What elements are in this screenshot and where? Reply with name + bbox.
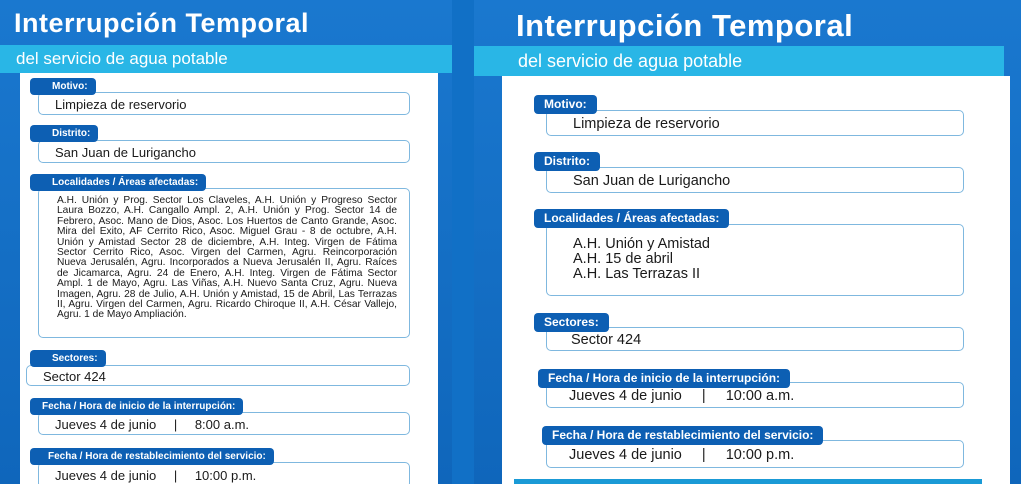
restab-label: Fecha / Hora de restablecimiento del servicio: xyxy=(542,426,823,445)
restab-hora: 10:00 p.m. xyxy=(725,447,795,463)
notice-left xyxy=(0,0,452,484)
notice-subtitle: del servicio de agua potable xyxy=(474,46,1004,76)
localidades-field xyxy=(546,224,964,296)
restab-separator: | xyxy=(701,447,706,463)
sectores-field: Sector 424 xyxy=(26,365,410,386)
sectores-label: Sectores: xyxy=(534,313,609,332)
localidades-label: Localidades / Áreas afectadas: xyxy=(30,174,206,191)
bottom-accent-line xyxy=(514,479,982,484)
inicio-label: Fecha / Hora de inicio de la interrupción: xyxy=(30,398,243,415)
inicio-field xyxy=(38,412,410,435)
inicio-label: Fecha / Hora de inicio de la interrupción: xyxy=(538,369,790,388)
notice-title: Interrupción Temporal xyxy=(14,8,310,38)
inicio-fecha: Jueves 4 de junio xyxy=(55,417,157,432)
localidades-label: Localidades / Áreas afectadas: xyxy=(534,209,729,228)
notice-title: Interrupción Temporal xyxy=(516,8,854,43)
notice-right xyxy=(474,0,1021,484)
restab-fecha: Jueves 4 de junio xyxy=(55,468,157,483)
localidades-line: A.H. Unión y Amistad xyxy=(573,236,710,252)
inicio-fecha: Jueves 4 de junio xyxy=(569,388,682,404)
sectores-field: Sector 424 xyxy=(546,327,964,351)
restab-fecha: Jueves 4 de junio xyxy=(569,447,682,463)
distrito-field: San Juan de Lurigancho xyxy=(546,167,964,193)
localidades-line: A.H. Las Terrazas II xyxy=(573,266,701,282)
inicio-hora: 10:00 a.m. xyxy=(725,388,795,404)
localidades-field: A.H. Unión y Prog. Sector Los Claveles, A.H. Unión y Progreso Sector Laura Bozzo, A.H. Cangallo Ampl. 2, A.H. Unión y Prog. Sector 14 de Febrero, Asoc. Mano de Dios, Asoc. Los Huertos de Canto Grande, Asoc. Mira del Exito, AF Cerrito Rico, Asoc. Miguel Grau - 8 de octubre, A.H. Unión y Amistad Sector 28 de diciembre, A.H. Integ. Virgen de Fátima Sector Cerrito Rico, Asoc. Virgen del Carmen, Agru. Reincorporación Nueva Jerusalén, Agru. Incorporados a Nueva Jerusalén II, Agru. Raíces de Jicamarca, Agru. 24 de Enero, A.H. Integ. Virgen de Fátima Sector Ampl. 1 de Mayo, Agru. Las Viñas, A.H. Nuevo Santa Cruz, Agru. Nueva Imagen, Agru. 28 de Julio, A.H. Unión y Amistad, 15 de Abril, Las Terrazas II, Agru. Virgen del Carmen, Agru. Ricardo Chiroque II, A.H. César Vallejo, Agru. 1 de Mayo Ampliación. xyxy=(38,188,410,338)
inicio-separator: | xyxy=(701,388,706,404)
notice-sheet xyxy=(502,76,1010,484)
motivo-label: Motivo: xyxy=(30,78,96,95)
notice-sheet xyxy=(20,73,438,484)
restab-field xyxy=(38,462,410,484)
restab-label: Fecha / Hora de restablecimiento del servicio: xyxy=(30,448,274,465)
distrito-label: Distrito: xyxy=(30,125,98,142)
motivo-field: Limpieza de reservorio xyxy=(38,92,410,115)
inicio-separator: | xyxy=(173,417,178,432)
motivo-label: Motivo: xyxy=(534,95,597,114)
distrito-label: Distrito: xyxy=(534,152,600,171)
sectores-label: Sectores: xyxy=(30,350,106,367)
localidades-line: A.H. 15 de abril xyxy=(573,251,673,267)
inicio-hora: 8:00 a.m. xyxy=(194,417,250,432)
motivo-field: Limpieza de reservorio xyxy=(546,110,964,136)
notice-subtitle: del servicio de agua potable xyxy=(0,45,452,73)
restab-separator: | xyxy=(173,468,178,483)
restab-hora: 10:00 p.m. xyxy=(194,468,257,483)
distrito-field: San Juan de Lurigancho xyxy=(38,140,410,163)
